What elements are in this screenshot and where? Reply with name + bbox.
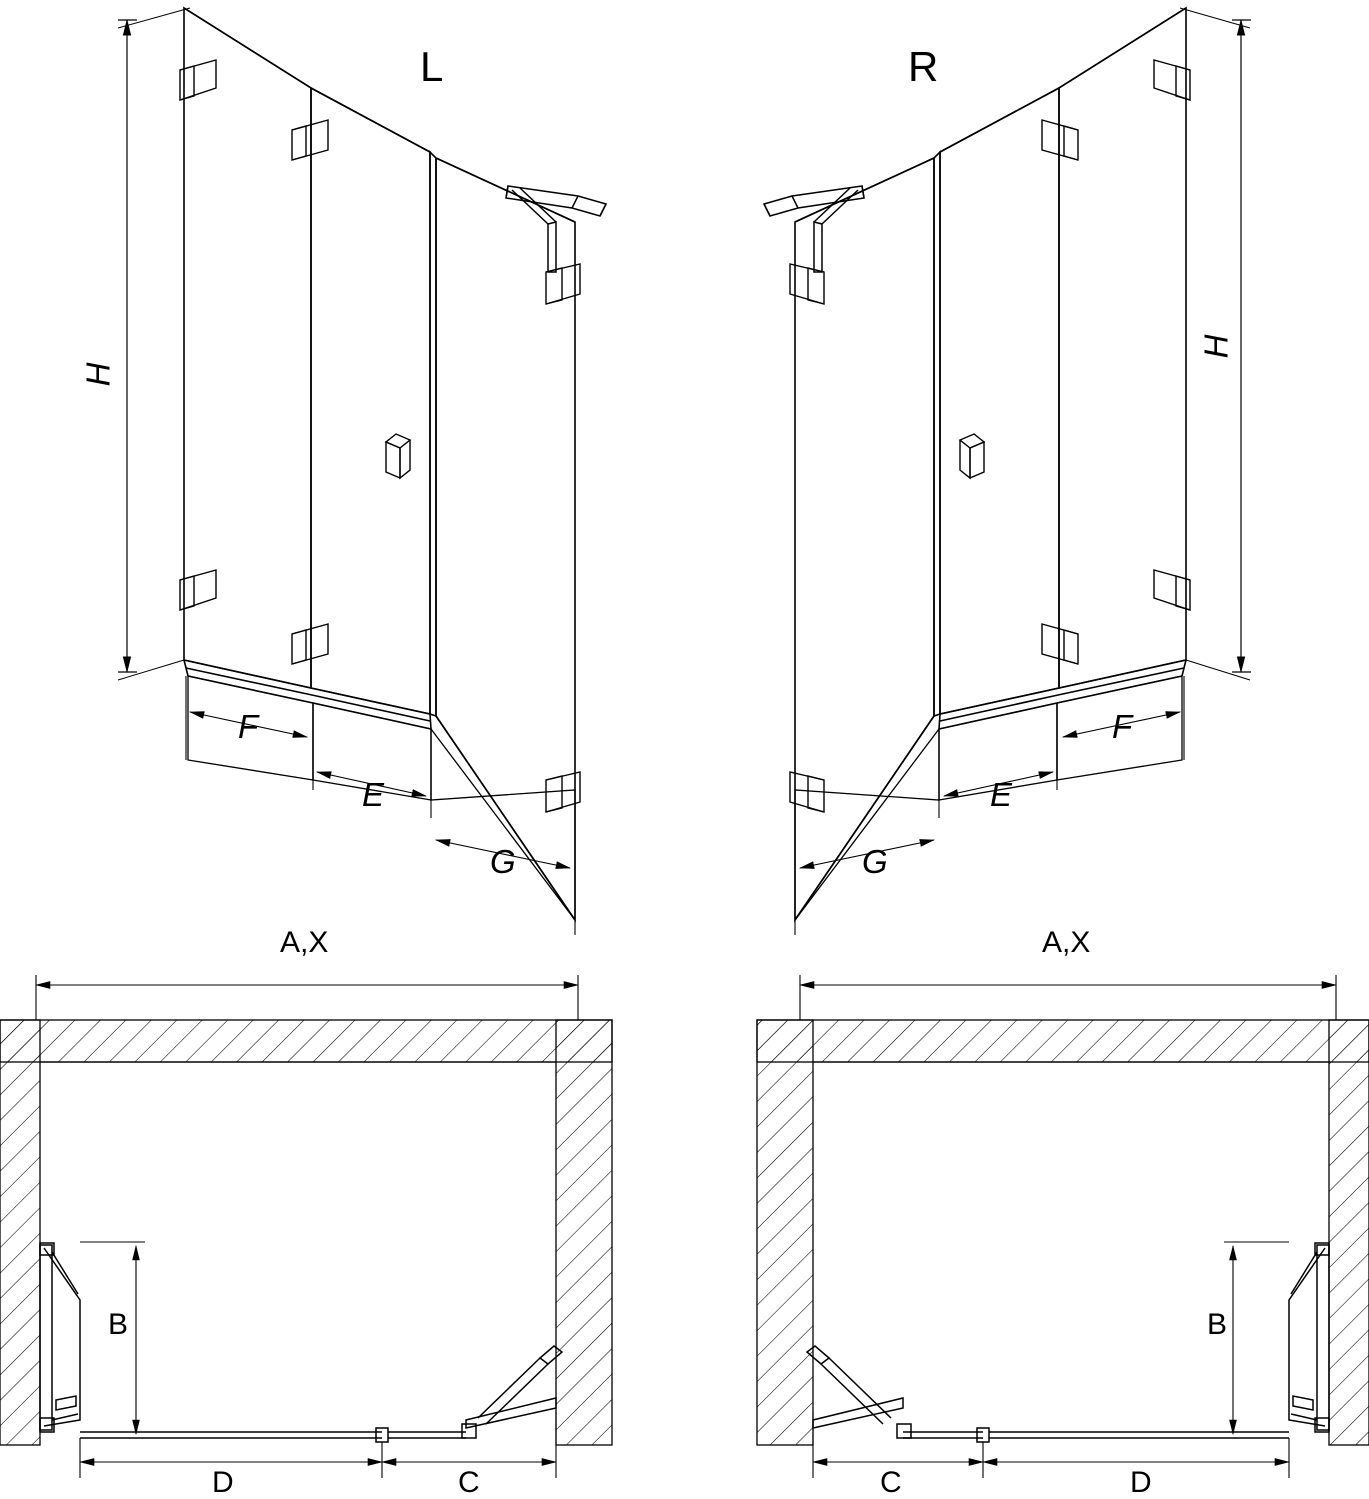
left-iso-dim-H: H: [79, 362, 117, 387]
left-plan-dim-AX: A,X: [280, 926, 329, 959]
right-iso-dim-E: E: [990, 776, 1013, 813]
right-variant-label: R: [908, 43, 939, 90]
left-iso-dim-F: F: [238, 708, 259, 745]
left-plan-dim-B: B: [108, 1308, 129, 1341]
right-iso-dim-F: F: [1112, 708, 1133, 745]
right-iso-dim-G: G: [862, 843, 888, 880]
left-plan-dim-D: D: [212, 1466, 234, 1499]
right-plan-dim-B: B: [1207, 1308, 1228, 1341]
left-iso-dim-E: E: [362, 776, 385, 813]
right-plan-dim-D: D: [1130, 1466, 1152, 1499]
right-plan-dim-C: C: [880, 1466, 902, 1499]
right-plan-dim-AX: A,X: [1042, 926, 1091, 959]
right-iso-dim-H: H: [1197, 334, 1235, 359]
left-variant-label: L: [420, 43, 444, 90]
left-iso-dim-G: G: [490, 843, 516, 880]
left-plan-dim-C: C: [458, 1466, 480, 1499]
